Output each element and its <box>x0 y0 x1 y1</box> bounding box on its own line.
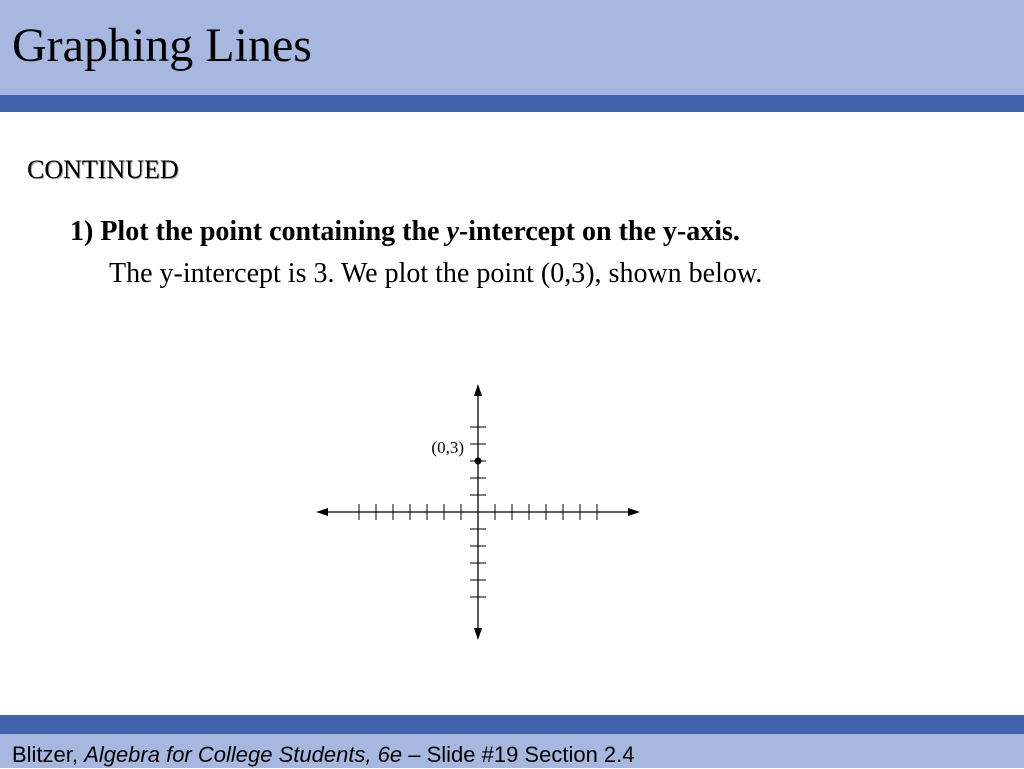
slide-title: Graphing Lines <box>12 19 312 72</box>
slide-footer <box>0 734 1024 768</box>
step-number: 1) <box>70 216 94 247</box>
footer-stripe <box>0 715 1024 734</box>
footer-author: Blitzer, <box>12 742 85 767</box>
footer-slide-info: – Slide #19 Section 2.4 <box>402 742 635 767</box>
footer-text <box>12 741 635 769</box>
y-axis-arrow-down <box>474 628 482 640</box>
step-description: The y-intercept is 3. We plot the point (0,3), shown below. <box>109 258 763 289</box>
step-text-before: Plot the point containing the <box>100 216 447 247</box>
step-text-after: -intercept on the y-axis. <box>458 216 740 247</box>
y-axis-arrow-up <box>474 384 482 396</box>
continued-label: CONTINUED <box>27 155 179 184</box>
plotted-point <box>475 458 482 465</box>
point-label: (0,3) <box>431 438 464 457</box>
x-axis-arrow-right <box>628 508 640 516</box>
footer-book-title: Algebra for College Students, 6e <box>84 742 403 767</box>
x-axis-arrow-left <box>316 508 328 516</box>
axes <box>316 384 640 640</box>
step-variable: y <box>446 216 459 247</box>
